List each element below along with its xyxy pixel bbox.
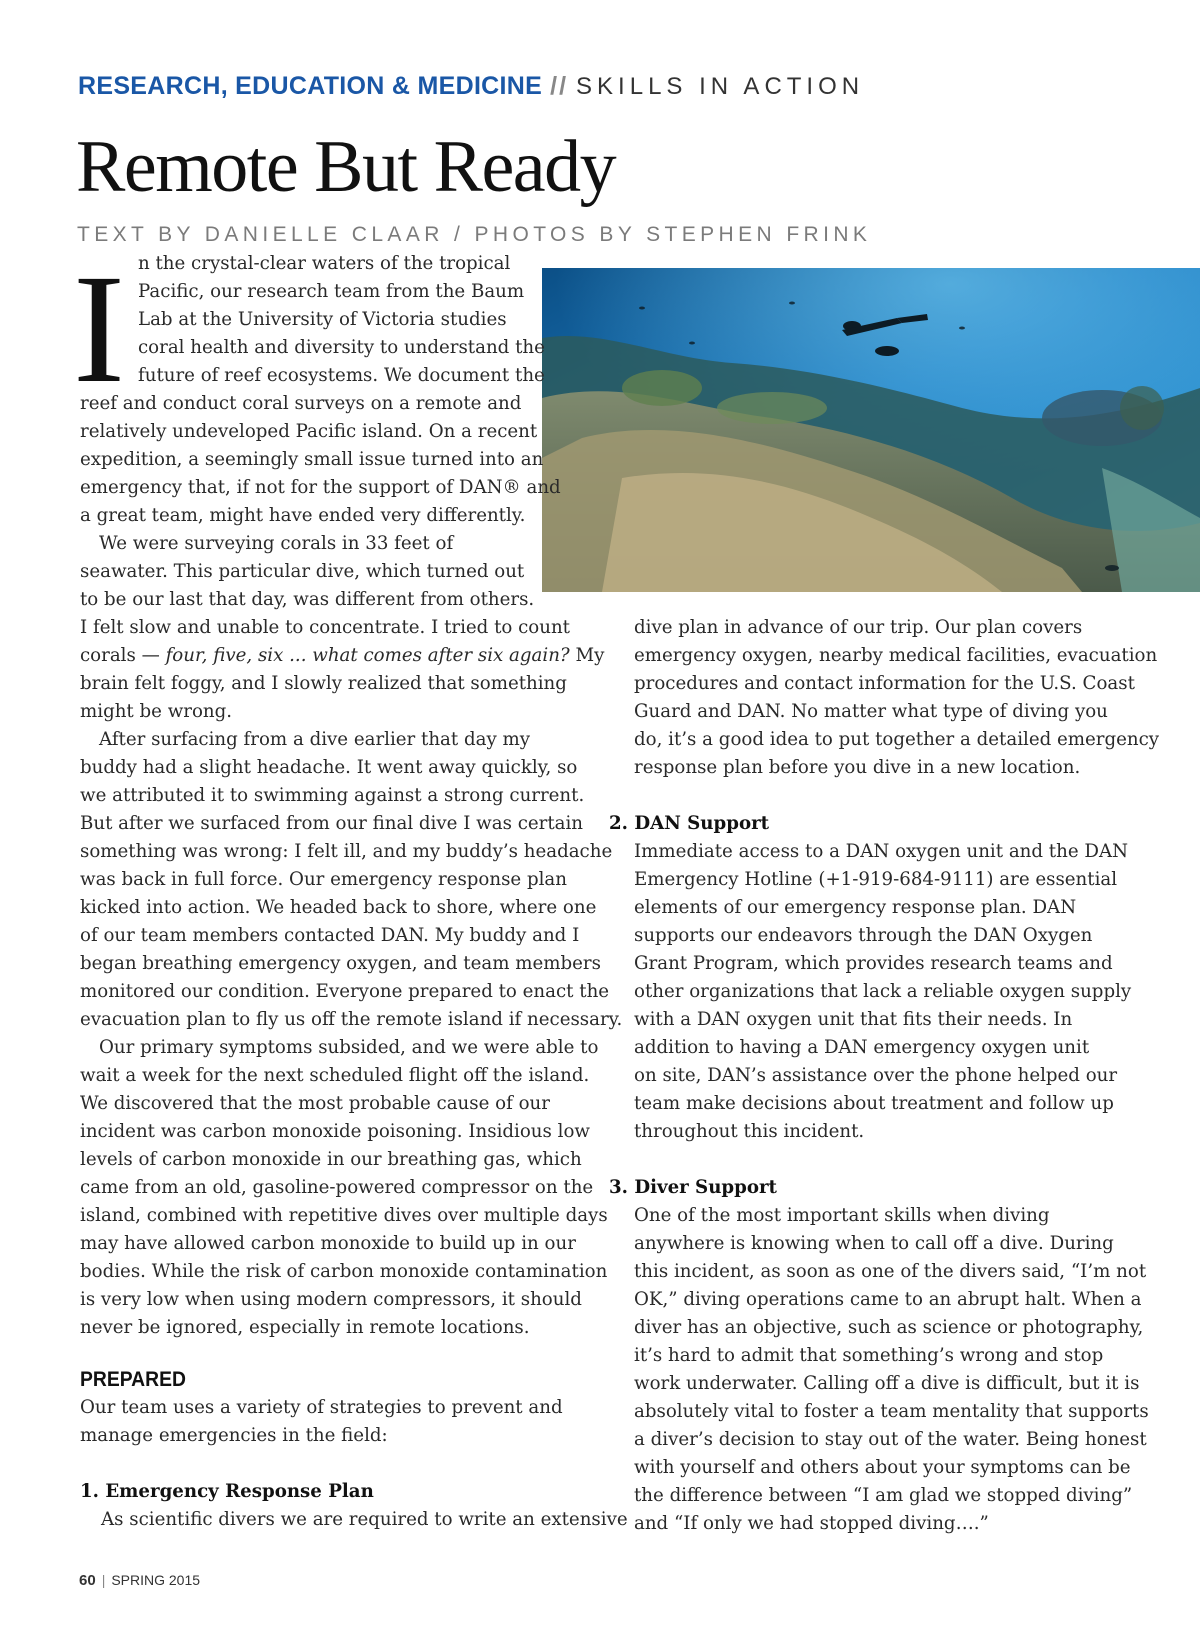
body-line: OK,” diving operations came to an abrupt halt. When a [634, 1289, 1142, 1310]
body-line: is very low when using modern compressors, it should [80, 1289, 582, 1310]
body-line: began breathing emergency oxygen, and team members [80, 953, 601, 974]
body-line: other organizations that lack a reliable oxygen supply [634, 981, 1132, 1002]
body-line: Lab at the University of Victoria studies [138, 309, 507, 330]
body-line: island, combined with repetitive dives over multiple days [80, 1205, 608, 1226]
subheading-emergency-plan: 1. Emergency Response Plan [80, 1481, 374, 1502]
body-line: But after we surfaced from our final dive I was certain [80, 813, 584, 834]
body-line: n the crystal-clear waters of the tropical [138, 253, 511, 274]
body-line: something was wrong: I felt ill, and my buddy’s headache [80, 841, 613, 862]
section-header [78, 72, 864, 101]
body-line: reef and conduct coral surveys on a remote and [80, 393, 522, 414]
body-line: supports our endeavors through the DAN Oxygen [634, 925, 1093, 946]
header-separator: // [550, 72, 569, 100]
body-line: with yourself and others about your symptoms can be [634, 1457, 1131, 1478]
body-line: expedition, a seemingly small issue turned into an [80, 449, 544, 470]
body-line: and “If only we had stopped diving….” [634, 1513, 989, 1534]
body-line: After surfacing from a dive earlier that day my [99, 729, 531, 750]
body-line: Our team uses a variety of strategies to prevent and [80, 1397, 563, 1418]
body-line: brain felt foggy, and I slowly realized that something [80, 673, 567, 694]
body-line: this incident, as soon as one of the divers said, “I’m not [634, 1261, 1147, 1282]
body-line: bodies. While the risk of carbon monoxide contamination [80, 1261, 608, 1282]
section-heading-prepared: PREPARED [80, 1368, 186, 1391]
body-line: coral health and diversity to understand the [138, 337, 545, 358]
body-line: we attributed it to swimming against a strong current. [80, 785, 585, 806]
body-line: absolutely vital to foster a team mentality that supports [634, 1401, 1149, 1422]
body-line: future of reef ecosystems. We document the [138, 365, 545, 386]
body-line: a great team, might have ended very differently. [80, 505, 526, 526]
coral-reef-photo [542, 268, 1200, 592]
italic-thought: four, five, six ... what comes after six again? [165, 645, 570, 666]
body-line: Immediate access to a DAN oxygen unit and the DAN [634, 841, 1128, 862]
body-line: response plan before you dive in a new location. [634, 757, 1081, 778]
body-line: seawater. This particular dive, which turned out [80, 561, 525, 582]
body-line: dive plan in advance of our trip. Our plan covers [634, 617, 1083, 638]
body-line: may have allowed carbon monoxide to build up in our [80, 1233, 576, 1254]
body-line: emergency oxygen, nearby medical facilities, evacuation [634, 645, 1158, 666]
body-line: of our team members contacted DAN. My buddy and I [80, 925, 580, 946]
body-line: manage emergencies in the field: [80, 1425, 388, 1446]
body-line: was back in full force. Our emergency response plan [80, 869, 567, 890]
body-line: the difference between “I am glad we stopped diving” [634, 1485, 1133, 1506]
body-text: corals — [80, 645, 166, 666]
body-line: wait a week for the next scheduled flight off the island. [80, 1065, 590, 1086]
section-label: RESEARCH, EDUCATION & MEDICINE [78, 72, 543, 100]
body-line: relatively undeveloped Pacific island. On a recent [80, 421, 538, 442]
body-line: team make decisions about treatment and follow up [634, 1093, 1114, 1114]
body-line: levels of carbon monoxide in our breathing gas, which [80, 1149, 582, 1170]
body-line: One of the most important skills when diving [634, 1205, 1050, 1226]
subheading-diver-support: 3. Diver Support [609, 1177, 777, 1198]
article-title: Remote But Ready [76, 126, 616, 208]
body-line: monitored our condition. Everyone prepared to enact the [80, 981, 610, 1002]
body-line: I felt slow and unable to concentrate. I tried to count [80, 617, 570, 638]
body-text: My [569, 645, 605, 666]
body-line: a diver’s decision to stay out of the water. Being honest [634, 1429, 1147, 1450]
body-line: might be wrong. [80, 701, 233, 722]
body-line: with a DAN oxygen unit that fits their needs. In [634, 1009, 1073, 1030]
page-footer [79, 1572, 200, 1589]
body-line: incident was carbon monoxide poisoning. Insidious low [80, 1121, 590, 1142]
body-line: never be ignored, especially in remote locations. [80, 1317, 530, 1338]
body-line: procedures and contact information for the U.S. Coast [634, 673, 1135, 694]
issue-label: SPRING 2015 [111, 1572, 201, 1588]
subsection-label: SKILLS IN ACTION [576, 73, 865, 100]
body-line: Grant Program, which provides research teams and [634, 953, 1113, 974]
body-line: came from an old, gasoline-powered compressor on the [80, 1177, 594, 1198]
body-line: Our primary symptoms subsided, and we were able to [99, 1037, 599, 1058]
drop-cap: I [73, 242, 125, 415]
body-line: Emergency Hotline (+1-919-684-9111) are essential [634, 869, 1118, 890]
body-line: kicked into action. We headed back to shore, where one [80, 897, 597, 918]
body-line: to be our last that day, was different from others. [80, 589, 535, 610]
footer-divider: | [101, 1572, 106, 1588]
page-number: 60 [79, 1572, 96, 1589]
body-line: on site, DAN’s assistance over the phone helped our [634, 1065, 1118, 1086]
body-line [80, 642, 604, 670]
body-line: As scientific divers we are required to write an extensive [101, 1509, 628, 1530]
body-line: buddy had a slight headache. It went away quickly, so [80, 757, 578, 778]
body-line: Guard and DAN. No matter what type of diving you [634, 701, 1108, 722]
body-line: do, it’s a good idea to put together a detailed emergency [634, 729, 1160, 750]
body-line: We discovered that the most probable cause of our [80, 1093, 550, 1114]
body-line: addition to having a DAN emergency oxygen unit [634, 1037, 1090, 1058]
article-byline: TEXT BY DANIELLE CLAAR / PHOTOS BY STEPHEN FRINK [77, 223, 872, 246]
body-line: elements of our emergency response plan. DAN [634, 897, 1077, 918]
body-line: Pacific, our research team from the Baum [138, 281, 525, 302]
body-line: We were surveying corals in 33 feet of [99, 533, 454, 554]
body-line: emergency that, if not for the support of DAN® and [80, 477, 561, 498]
body-line: evacuation plan to fly us off the remote island if necessary. [80, 1009, 623, 1030]
body-line: it’s hard to admit that something’s wrong and stop [634, 1345, 1104, 1366]
body-line: anywhere is knowing when to call off a dive. During [634, 1233, 1114, 1254]
body-line: diver has an objective, such as science or photography, [634, 1317, 1144, 1338]
body-line: throughout this incident. [634, 1121, 865, 1142]
body-line: work underwater. Calling off a dive is difficult, but it is [634, 1373, 1140, 1394]
subheading-dan-support: 2. DAN Support [609, 813, 770, 834]
